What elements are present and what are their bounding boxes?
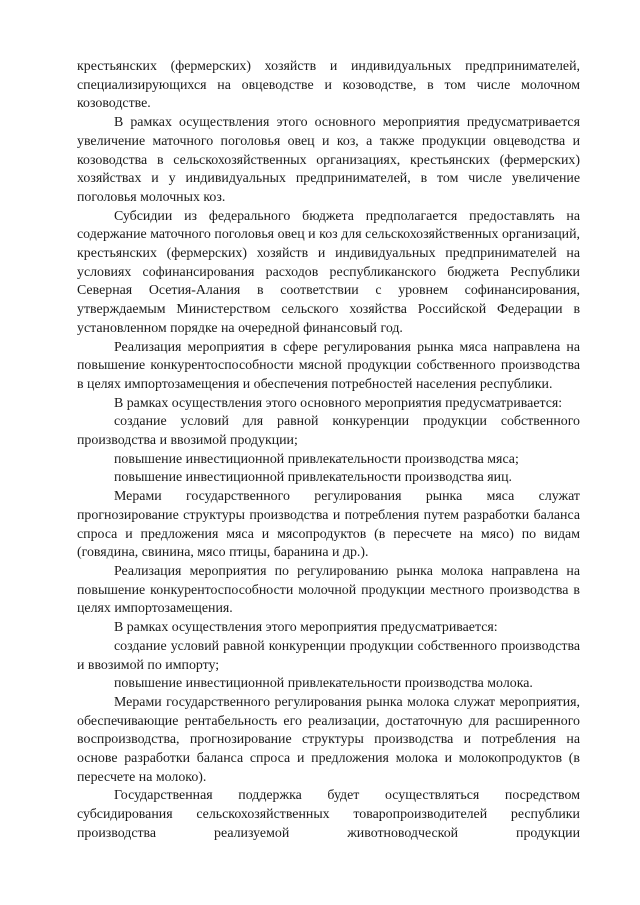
paragraph: повышение инвестиционной привлекательности производства молока.: [114, 676, 533, 692]
paragraph: повышение инвестиционной привлекательности производства мяса;: [114, 451, 519, 467]
paragraph: повышение инвестиционной привлекательности производства яиц.: [114, 470, 512, 486]
paragraph: Реализация мероприятия по регулированию рынка молока направлена на повышение конкурентоспособности молочной продукции местного производства в целях импортозамещения.: [77, 563, 580, 617]
paragraph: Мерами государственного регулирования рынка молока служат мероприятия, обеспечивающие рентабельность его реализации, достаточную для расширенного воспроизводства, прогнозирование структуры производства и потребления на основе разработки баланса спроса и предложения молока и молокопродуктов (в пересчете на молоко).: [77, 694, 580, 785]
paragraph: Субсидии из федерального бюджета предполагается предоставлять на содержание маточного поголовья овец и коз для сельскохозяйственных организаций, крестьянских (фермерских) хозяйств и индивидуальных предпринимателей на условиях софинансирования расходов республиканского бюджета Республики Северная Осетия-Алания в соответствии с уровнем софинансирования, утверждаемым Министерством сельского хозяйства Российской Федерации в установленном порядке на очередной финансовый год.: [77, 208, 580, 336]
paragraph: Мерами государственного регулирования рынка мяса служат прогнозирование структуры производства и потребления путем разработки баланса спроса и предложения мяса и мясопродуктов (в пересчете на мясо) по видам (говядина, свинина, мясо птицы, баранина и др.).: [77, 489, 580, 561]
paragraph: создание условий равной конкуренции продукции собственного производства и ввозимой по импорту;: [77, 638, 580, 673]
paragraph: В рамках осуществления этого основного мероприятия предусматривается:: [114, 395, 563, 411]
document-page: [77, 58, 580, 844]
paragraph-continuation: крестьянских (фермерских) хозяйств и индивидуальных предпринимателей, специализирующихся на овцеводстве и козоводстве, в том числе молочном козоводстве.: [77, 59, 580, 112]
paragraph: Реализация мероприятия в сфере регулирования рынка мяса направлена на повышение конкурентоспособности мясной продукции собственного производства в целях импортозамещения и обеспечения потребностей населения республики.: [77, 339, 580, 392]
paragraph: В рамках осуществления этого мероприятия предусматривается:: [114, 620, 498, 636]
paragraph: В рамках осуществления этого основного мероприятия предусматривается увеличение маточного поголовья овец и коз, а также продукции овцеводства и козоводства в сельскохозяйственных организациях, крестьянских (фермерских) хозяйствах и у индивидуальных предпринимателей, в том числе увеличение поголовья молочных коз.: [77, 115, 580, 205]
paragraph: создание условий для равной конкуренции продукции собственного производства и ввозимой продукции;: [77, 414, 580, 449]
paragraph-continued: Государственная поддержка будет осуществляться посредством субсидирования сельскохозяйственных товаропроизводителей республики производства реализуемой животноводческой продукции: [77, 788, 580, 841]
